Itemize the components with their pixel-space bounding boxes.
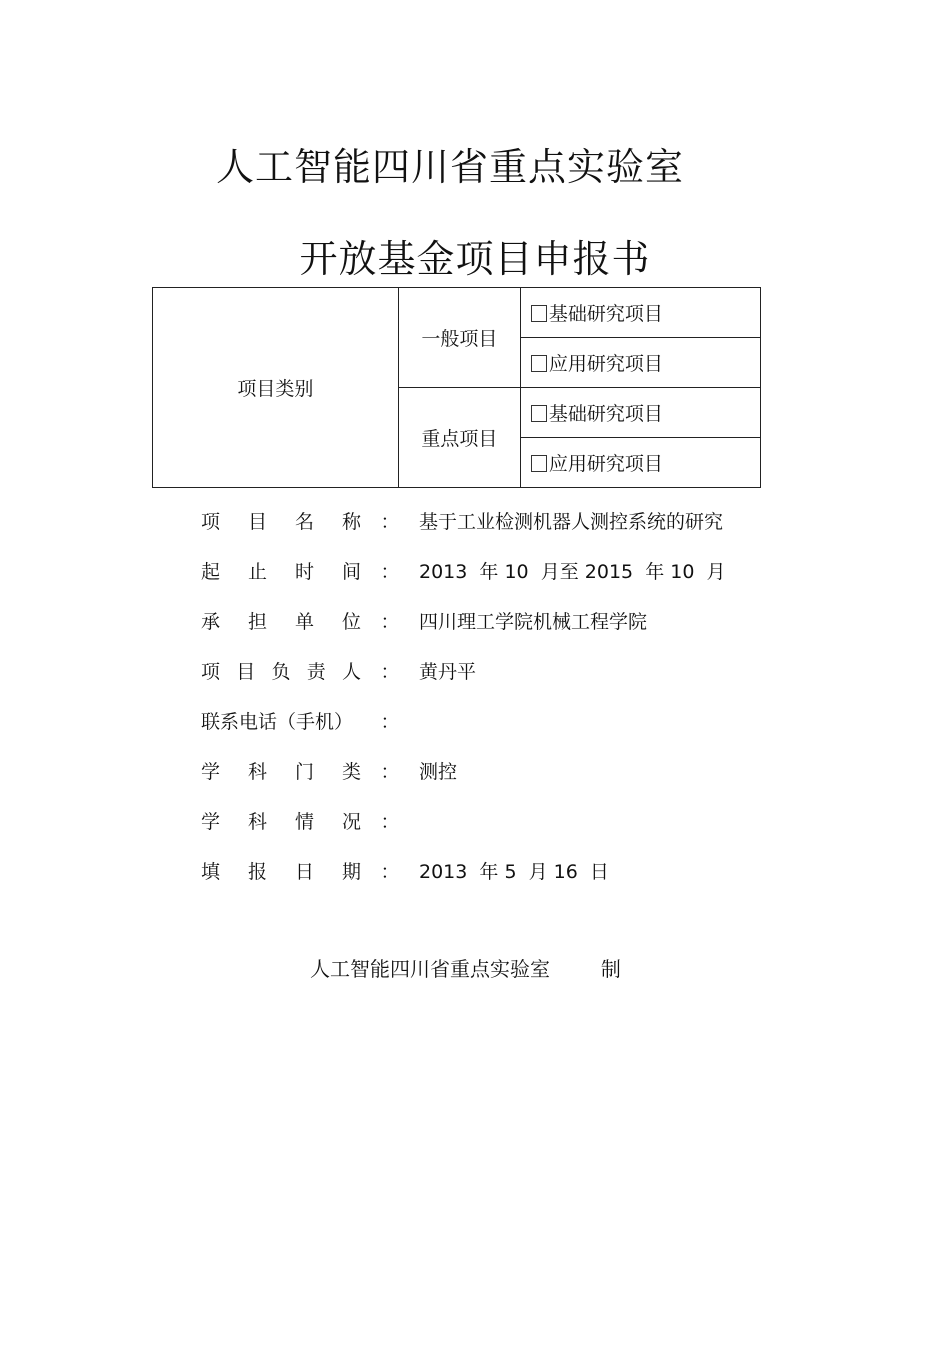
field-label: 学 科 门 类 xyxy=(201,761,361,783)
general-applied-option[interactable] xyxy=(520,338,760,388)
field-label: 联系电话（手机） xyxy=(201,711,354,733)
project-name-row xyxy=(201,497,761,547)
field-colon: ： xyxy=(380,811,400,833)
category-label: 项目类别 xyxy=(153,288,399,488)
fill-date-row xyxy=(201,847,761,897)
footer-org: 人工智能四川省重点实验室 xyxy=(310,957,550,981)
fill-date-value: 2013 年 5 月 16 日 xyxy=(419,861,609,883)
field-colon: ： xyxy=(380,761,400,783)
field-colon: ： xyxy=(380,561,400,583)
checkbox-icon[interactable] xyxy=(531,405,547,422)
leader-value: 黄丹平 xyxy=(419,661,477,683)
field-label: 填 报 日 期 xyxy=(201,861,361,883)
option-label: 基础研究项目 xyxy=(548,303,663,325)
field-label: 起 止 时 间 xyxy=(201,561,361,583)
field-colon: ： xyxy=(380,861,400,883)
field-colon: ： xyxy=(380,611,400,633)
project-name-value: 基于工业检测机器人测控系统的研究 xyxy=(419,511,724,533)
field-colon: ： xyxy=(380,711,400,733)
field-label: 学 科 情 况 xyxy=(201,811,361,833)
document-subtitle: 开放基金项目申报书 xyxy=(299,237,651,281)
option-label: 基础研究项目 xyxy=(548,403,663,425)
phone-row xyxy=(201,697,761,747)
key-applied-option[interactable] xyxy=(520,438,760,488)
checkbox-icon[interactable] xyxy=(531,355,547,372)
discipline-row xyxy=(201,747,761,797)
project-info xyxy=(201,497,761,897)
field-label: 项 目 负 责 人 xyxy=(201,661,361,683)
key-project-label: 重点项目 xyxy=(398,388,520,488)
document-title: 人工智能四川省重点实验室 xyxy=(215,145,684,189)
field-label: 承 担 单 位 xyxy=(201,611,361,633)
unit-value: 四川理工学院机械工程学院 xyxy=(419,611,648,633)
period-value: 2013 年 10 月至 2015 年 10 月 xyxy=(419,561,726,583)
footer-suffix: 制 xyxy=(600,957,621,981)
unit-row xyxy=(201,597,761,647)
key-basic-option[interactable] xyxy=(520,388,760,438)
option-label: 应用研究项目 xyxy=(548,453,663,475)
general-project-label: 一般项目 xyxy=(398,288,520,388)
checkbox-icon[interactable] xyxy=(531,455,547,472)
field-colon: ： xyxy=(380,511,400,533)
period-row xyxy=(201,547,761,597)
discipline-status-row xyxy=(201,797,761,847)
discipline-value: 测控 xyxy=(419,761,458,783)
option-label: 应用研究项目 xyxy=(548,353,663,375)
project-category-table xyxy=(152,287,761,488)
field-colon: ： xyxy=(380,661,400,683)
footer-maker xyxy=(310,953,621,982)
leader-row xyxy=(201,647,761,697)
checkbox-icon[interactable] xyxy=(531,305,547,322)
general-basic-option[interactable] xyxy=(520,288,760,338)
field-label: 项 目 名 称 xyxy=(201,511,361,533)
